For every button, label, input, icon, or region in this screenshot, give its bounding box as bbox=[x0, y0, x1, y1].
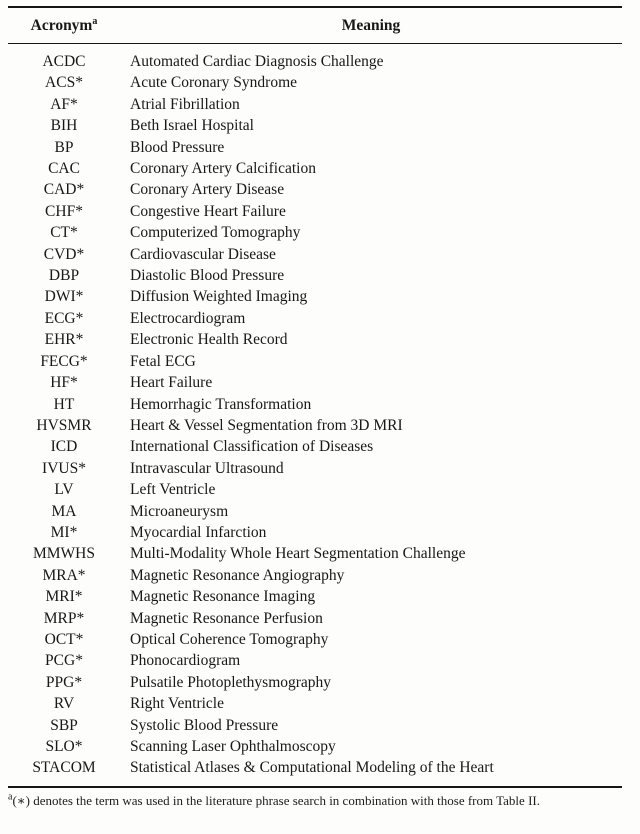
meaning-cell: Coronary Artery Calcification bbox=[130, 160, 316, 178]
acronym-cell: LV bbox=[54, 481, 74, 499]
acronym-cell: MRA* bbox=[42, 566, 86, 584]
table-body bbox=[8, 44, 622, 787]
meaning-cell: Heart Failure bbox=[130, 374, 213, 392]
meaning-cell: Heart & Vessel Segmentation from 3D MRI bbox=[130, 416, 403, 434]
header-row bbox=[8, 7, 622, 44]
meaning-cell: Electrocardiogram bbox=[130, 309, 246, 327]
meaning-cell: Congestive Heart Failure bbox=[130, 202, 286, 220]
acronym-cell: STACOM bbox=[32, 759, 96, 777]
acronym-cell: FECG* bbox=[40, 352, 88, 370]
table-row bbox=[8, 693, 622, 714]
table-row bbox=[8, 715, 622, 736]
table-row bbox=[8, 201, 622, 222]
acronym-cell: PCG* bbox=[45, 652, 83, 670]
meaning-cell: Scanning Laser Ophthalmoscopy bbox=[130, 738, 336, 755]
table-row bbox=[8, 94, 622, 115]
meaning-cell: Myocardial Infarction bbox=[130, 523, 267, 541]
table-row bbox=[8, 608, 622, 629]
table-row bbox=[8, 179, 622, 200]
acronym-cell: HF* bbox=[50, 374, 78, 392]
acronym-cell: EHR* bbox=[44, 331, 84, 349]
header-acronym bbox=[8, 7, 120, 44]
table-row bbox=[8, 222, 622, 243]
table-row bbox=[8, 436, 622, 457]
meaning-cell: Statistical Atlases & Computational Modeling of the Heart bbox=[130, 759, 494, 777]
table-row bbox=[8, 115, 622, 136]
header-acronym-label: Acronym bbox=[30, 17, 93, 34]
acronym-cell: BP bbox=[54, 138, 74, 156]
acronym-cell: CVD* bbox=[43, 245, 85, 263]
acronym-cell: MMWHS bbox=[32, 545, 95, 563]
table-row bbox=[8, 501, 622, 522]
acronym-cell: CT* bbox=[50, 224, 78, 242]
meaning-cell: Fetal ECG bbox=[130, 352, 196, 370]
acronym-cell: HT bbox=[53, 395, 75, 413]
table-row bbox=[8, 629, 622, 650]
table-row bbox=[8, 158, 622, 179]
meaning-cell: Pulsatile Photoplethysmography bbox=[130, 673, 332, 691]
acronym-cell: HVSMR bbox=[36, 416, 92, 434]
table-row bbox=[8, 672, 622, 693]
acronym-cell: PPG* bbox=[45, 673, 83, 691]
table-row bbox=[8, 479, 622, 500]
meaning-cell: Intravascular Ultrasound bbox=[130, 459, 284, 477]
meaning-cell: Hemorrhagic Transformation bbox=[130, 395, 312, 413]
acronym-cell: SLO* bbox=[45, 738, 83, 755]
meaning-cell: Diastolic Blood Pressure bbox=[130, 267, 285, 285]
acronym-cell: ECG* bbox=[44, 309, 84, 327]
acronym-cell: ICD bbox=[50, 438, 78, 456]
footnote-marker: a bbox=[8, 791, 13, 803]
acronym-cell: ACS* bbox=[45, 74, 83, 92]
table-row bbox=[8, 394, 622, 415]
meaning-cell: Computerized Tomography bbox=[130, 224, 301, 242]
table-footnote bbox=[8, 793, 624, 810]
header-meaning-label: Meaning bbox=[341, 17, 401, 34]
table-row bbox=[8, 308, 622, 329]
acronym-cell: DWI* bbox=[44, 288, 84, 306]
table-row bbox=[8, 44, 622, 73]
meaning-cell: Right Ventricle bbox=[130, 695, 224, 713]
table-row bbox=[8, 522, 622, 543]
table-row bbox=[8, 586, 622, 607]
meaning-cell: Atrial Fibrillation bbox=[130, 95, 240, 113]
acronym-cell: CAC bbox=[48, 160, 80, 178]
table-row bbox=[8, 458, 622, 479]
acronym-cell: OCT* bbox=[44, 630, 84, 648]
meaning-cell: Coronary Artery Disease bbox=[130, 181, 285, 199]
footnote-text: (∗) denotes the term was used in the literature phrase search in combination with those from Table II. bbox=[12, 792, 540, 808]
meaning-cell: Blood Pressure bbox=[130, 138, 225, 156]
table-header bbox=[8, 7, 622, 44]
header-meaning bbox=[120, 7, 622, 44]
table-row bbox=[8, 372, 622, 393]
meaning-cell: Systolic Blood Pressure bbox=[130, 716, 279, 734]
table-row bbox=[8, 265, 622, 286]
acronym-cell: CHF* bbox=[45, 202, 83, 220]
table-row bbox=[8, 72, 622, 93]
meaning-cell: Microaneurysm bbox=[130, 502, 229, 520]
meaning-cell: Left Ventricle bbox=[130, 481, 216, 499]
acronym-cell: IVUS* bbox=[42, 459, 86, 477]
acronym-cell: MA bbox=[51, 502, 77, 520]
meaning-cell: Automated Cardiac Diagnosis Challenge bbox=[130, 53, 384, 70]
meaning-cell: Magnetic Resonance Angiography bbox=[130, 566, 345, 584]
table-row bbox=[8, 351, 622, 372]
table-row bbox=[8, 329, 622, 350]
acronym-cell: MI* bbox=[50, 523, 78, 541]
table-row bbox=[8, 543, 622, 564]
meaning-cell: Cardiovascular Disease bbox=[130, 245, 276, 263]
acronym-cell: SBP bbox=[50, 716, 78, 734]
acronym-table bbox=[8, 6, 622, 788]
meaning-cell: Multi-Modality Whole Heart Segmentation Challenge bbox=[130, 545, 466, 563]
meaning-cell: Magnetic Resonance Perfusion bbox=[130, 609, 323, 627]
acronym-cell: BIH bbox=[50, 117, 78, 135]
meaning-cell: Beth Israel Hospital bbox=[130, 117, 254, 135]
meaning-cell: Phonocardiogram bbox=[130, 652, 241, 670]
table-row bbox=[8, 565, 622, 586]
table-row bbox=[8, 736, 622, 757]
table-row bbox=[8, 650, 622, 671]
table-row bbox=[8, 286, 622, 307]
meaning-cell: International Classification of Diseases bbox=[130, 438, 374, 456]
table-row bbox=[8, 244, 622, 265]
meaning-cell: Optical Coherence Tomography bbox=[130, 630, 329, 648]
acronym-cell: CAD* bbox=[43, 181, 85, 199]
meaning-cell: Magnetic Resonance Imaging bbox=[130, 588, 316, 606]
meaning-cell: Diffusion Weighted Imaging bbox=[130, 288, 308, 306]
table-row bbox=[8, 137, 622, 158]
meaning-cell: Acute Coronary Syndrome bbox=[130, 74, 298, 92]
acronym-cell: AF* bbox=[50, 95, 78, 113]
table-row bbox=[8, 415, 622, 436]
acronym-cell: DBP bbox=[48, 267, 80, 285]
acronym-cell: ACDC bbox=[42, 53, 86, 70]
acronym-cell: MRP* bbox=[43, 609, 85, 627]
acronym-cell: MRI* bbox=[45, 588, 83, 606]
acronym-cell: RV bbox=[53, 695, 75, 713]
table-row bbox=[8, 757, 622, 786]
meaning-cell: Electronic Health Record bbox=[130, 331, 288, 349]
header-acronym-footnote-marker: a bbox=[92, 15, 98, 27]
